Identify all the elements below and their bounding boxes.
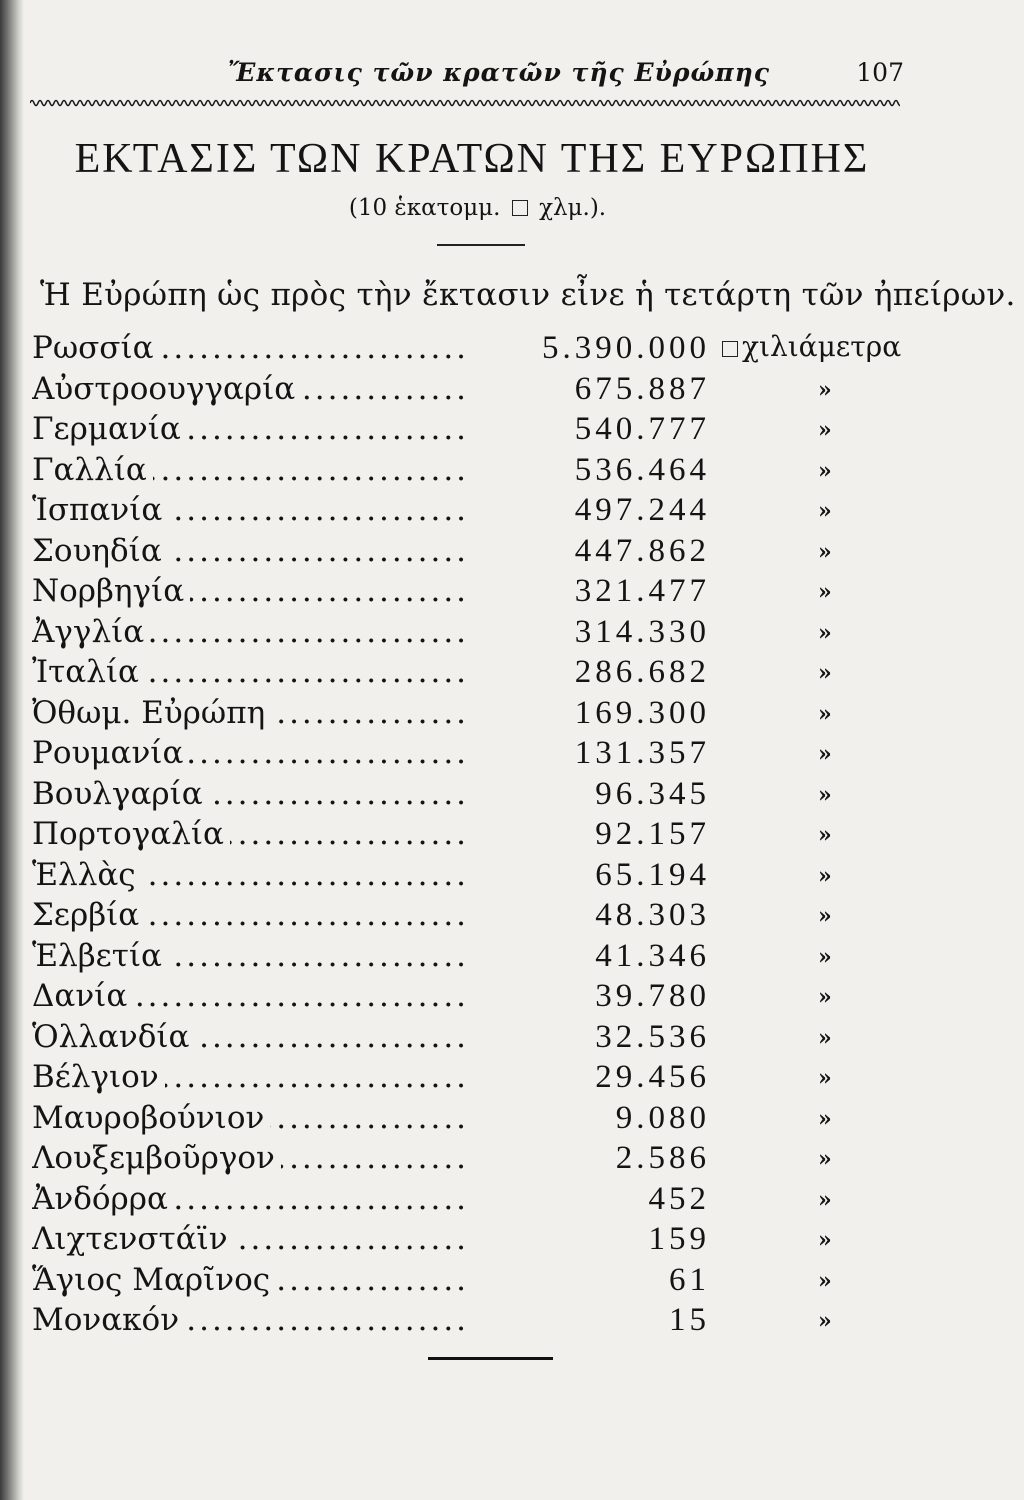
country-name — [32, 1140, 472, 1176]
page-number: 107 — [856, 58, 904, 87]
country-name-text: Νορβηγία — [32, 573, 190, 609]
ditto-mark: » — [818, 1146, 832, 1172]
table-row — [0, 371, 1024, 412]
table-row — [0, 978, 1024, 1019]
country-name-text: Ἀγγλία — [32, 614, 150, 650]
country-name-text: Ὀθωμ. Εὐρώπη — [32, 695, 271, 731]
country-name-text: Μονακόν — [32, 1302, 185, 1338]
table-row — [0, 1302, 1024, 1343]
area-value: 9.080 — [615, 1099, 710, 1136]
country-name-text: Ἀνδόρρα — [32, 1181, 174, 1217]
country-name-text: Γαλλία — [32, 452, 153, 488]
country-name — [32, 1181, 472, 1217]
country-name — [32, 533, 472, 569]
ditto-mark: » — [818, 457, 832, 484]
unit-label — [718, 330, 901, 363]
table-row — [0, 654, 1024, 695]
area-value: 447.862 — [574, 532, 710, 569]
ditto-mark: » — [818, 862, 832, 889]
area-value: 92.157 — [595, 816, 710, 852]
table-row — [0, 1262, 1024, 1303]
ditto-mark: » — [818, 1227, 832, 1253]
country-name — [32, 776, 472, 812]
area-value: 96.345 — [595, 775, 710, 812]
table-row — [0, 695, 1024, 736]
table-row — [0, 573, 1024, 614]
country-name — [32, 492, 472, 528]
country-name — [32, 411, 472, 447]
country-name-text: Ἑλλὰς — [32, 857, 142, 893]
country-name — [32, 371, 472, 407]
square-icon — [512, 200, 528, 216]
table-row — [0, 1100, 1024, 1141]
country-name — [32, 735, 472, 771]
area-value: 29.456 — [595, 1059, 710, 1095]
ditto-mark: » — [818, 943, 832, 970]
ditto-mark: » — [818, 984, 832, 1010]
country-name-text: Ἰταλία — [32, 654, 145, 690]
table-row — [0, 452, 1024, 493]
area-value: 321.477 — [574, 573, 710, 609]
country-name — [32, 938, 472, 974]
area-value: 61 — [669, 1261, 710, 1298]
country-name-text: Ρωσσία — [32, 330, 160, 366]
area-value: 286.682 — [574, 654, 710, 690]
country-name-text: Λιχτενστάϊν — [32, 1221, 234, 1257]
square-icon — [722, 341, 738, 357]
area-value: 536.464 — [574, 451, 710, 488]
country-name-text: Γερμανία — [32, 411, 187, 447]
ditto-mark: » — [818, 700, 832, 727]
country-name-text: Δανία — [32, 978, 133, 1014]
area-value: 41.346 — [595, 937, 710, 974]
country-name-text: Σουηδία — [32, 533, 168, 569]
country-name-text: Βέλγιον — [32, 1059, 165, 1095]
area-value: 2.586 — [615, 1140, 710, 1176]
area-value: 314.330 — [574, 613, 710, 650]
country-name — [32, 857, 472, 893]
table-row — [0, 614, 1024, 655]
subtitle-before: (10 ἑκατομμ. — [348, 195, 501, 221]
country-name — [32, 573, 472, 609]
running-title: Ἔκτασις τῶν κρατῶν τῆς Εὐρώπης — [228, 58, 770, 87]
country-name-text: Ἱσπανία — [32, 492, 168, 528]
country-name — [32, 614, 472, 650]
country-name-text: Μαυροβούνιον — [32, 1100, 270, 1136]
ditto-mark: » — [818, 1186, 832, 1213]
country-name — [32, 654, 472, 690]
country-name — [32, 1059, 472, 1095]
table-row — [0, 492, 1024, 533]
area-value: 131.357 — [574, 735, 710, 771]
table-row — [0, 857, 1024, 898]
area-value: 15 — [669, 1302, 710, 1338]
country-name-text: Αὐστροουγγαρία — [32, 371, 301, 407]
ditto-mark: » — [818, 1065, 832, 1091]
ditto-mark: » — [818, 619, 832, 646]
table-row — [0, 776, 1024, 817]
table-row — [0, 897, 1024, 938]
ditto-mark: » — [818, 417, 832, 443]
table-row — [0, 1221, 1024, 1262]
area-table — [0, 330, 1024, 1343]
wavy-rule — [30, 96, 900, 110]
end-divider — [428, 1357, 553, 1360]
table-row — [0, 533, 1024, 574]
area-value: 32.536 — [595, 1018, 710, 1055]
subtitle — [0, 195, 955, 221]
country-name-text: Πορτογαλία — [32, 816, 230, 852]
ditto-mark: » — [818, 579, 832, 605]
intro-sentence: Ἡ Εὐρώπη ὡς πρὸς τὴν ἔκτασιν εἶνε ἡ τετάρτη τῶν ἠπείρων. — [40, 277, 1016, 313]
country-name-text: Σερβία — [32, 897, 145, 933]
ditto-mark: » — [818, 1267, 832, 1294]
ditto-mark: » — [818, 1024, 832, 1051]
table-row — [0, 816, 1024, 857]
ditto-mark: » — [818, 538, 832, 565]
area-value: 452 — [648, 1180, 710, 1217]
table-row — [0, 735, 1024, 776]
ditto-mark: » — [818, 498, 832, 524]
area-value: 540.777 — [574, 411, 710, 447]
ditto-mark: » — [818, 660, 832, 686]
page-title: ΕΚΤΑΣΙΣ ΤΩΝ ΚΡΑΤΩΝ ΤΗΣ ΕΥΡΩΠΗΣ — [74, 136, 870, 182]
table-row — [0, 938, 1024, 979]
country-name-text: Ἑλβετία — [32, 938, 168, 974]
table-row — [0, 1140, 1024, 1181]
country-name — [32, 452, 472, 488]
country-name — [32, 1100, 472, 1136]
ditto-mark: » — [818, 741, 832, 767]
country-name-text: Ρουμανία — [32, 735, 189, 771]
country-name — [32, 978, 472, 1014]
country-name — [32, 1302, 472, 1338]
area-value: 497.244 — [574, 492, 710, 528]
country-name — [32, 1221, 472, 1257]
country-name — [32, 330, 472, 366]
area-value: 675.887 — [574, 370, 710, 407]
ditto-mark: » — [818, 376, 832, 403]
area-value: 159 — [648, 1221, 710, 1257]
country-name — [32, 897, 472, 933]
table-row — [0, 411, 1024, 452]
table-row — [0, 1059, 1024, 1100]
area-value: 169.300 — [574, 694, 710, 731]
ditto-mark: » — [818, 1308, 832, 1334]
ditto-mark: » — [818, 822, 832, 848]
country-name-text: Λουξεμβοῦργον — [32, 1140, 281, 1176]
area-value: 65.194 — [595, 856, 710, 893]
area-value: 5.390.000 — [542, 330, 710, 366]
subtitle-after: χλμ.). — [539, 195, 607, 221]
area-value: 48.303 — [595, 897, 710, 933]
country-name-text: Ὁλλανδία — [32, 1019, 195, 1055]
table-row — [0, 330, 1024, 371]
country-name — [32, 816, 472, 852]
country-name — [32, 695, 472, 731]
unit-text: χιλιάμετρα — [742, 330, 902, 363]
area-value: 39.780 — [595, 978, 710, 1014]
country-name-text: Βουλγαρία — [32, 776, 209, 812]
page-header — [60, 58, 904, 98]
country-name — [32, 1019, 472, 1055]
country-name-text: Ἅγιος Μαρῖνος — [32, 1262, 276, 1298]
ditto-mark: » — [818, 903, 832, 929]
country-name — [32, 1262, 472, 1298]
table-row — [0, 1019, 1024, 1060]
ditto-mark: » — [818, 1105, 832, 1132]
short-divider — [437, 244, 525, 246]
ditto-mark: » — [818, 781, 832, 808]
table-row — [0, 1181, 1024, 1222]
